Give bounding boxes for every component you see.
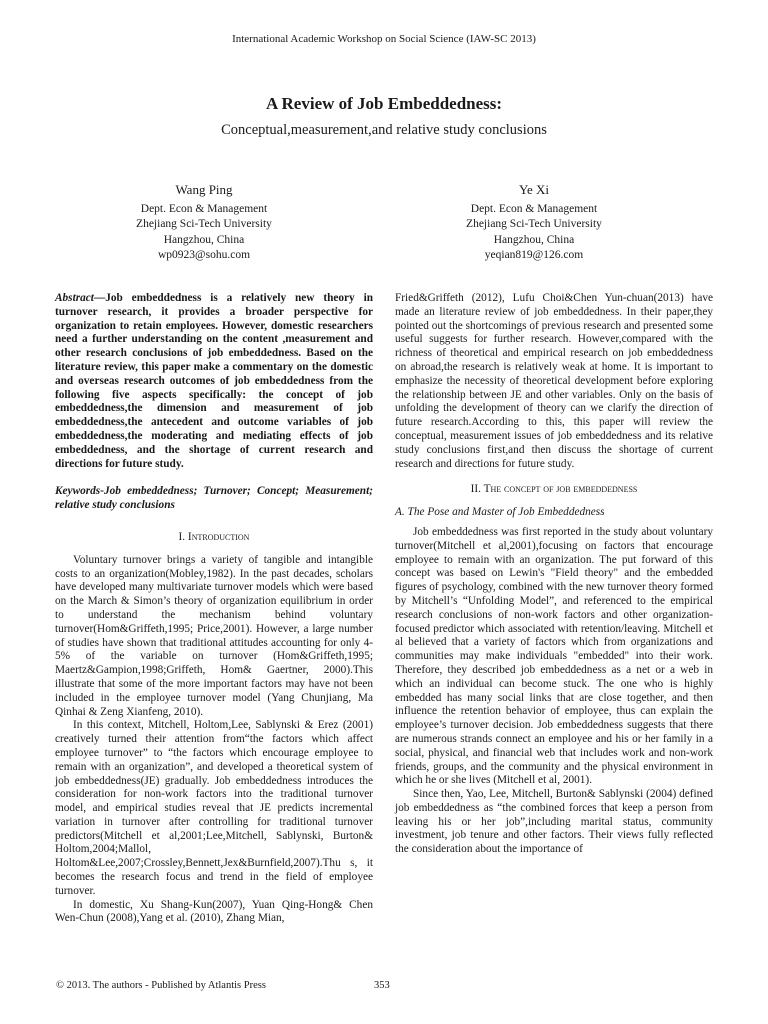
abstract-lead: Abstract xyxy=(55,292,94,304)
author-block-1 xyxy=(54,182,354,264)
page-number: 353 xyxy=(374,980,390,991)
author-university: Zhejiang Sci-Tech University xyxy=(466,218,602,230)
right-column xyxy=(395,292,713,857)
author-city: Hangzhou, China xyxy=(163,233,245,246)
paragraph: Job embeddedness was first reported in the study about voluntary turnover(Mitchell et al,2001),focusing on factors that encourage employee to remain with an organization. The put forward of this concept was based on Lewin's "Field theory" and the embedded figures of psychology, combined with the new turnover theory formed by Mitchell’s “Unfolding Model”, and referenced to the empirical research conclusions of non-work factors and other organization-focused predictor which associated with retention/leaving. Mitchell et al believed that a variety of factors which from organizations and communities may make individuals "embedded" into their work. Therefore, they described job embeddedness as a net or a web in which an individual can become stuck. The one who is highly embedded has many social links that are close together, and then influence the retention behavior of employee, thus can explain the employee’s turnover decision. Job embeddedness suggests that there are numerous strands connect an employee and his or her family in a social, physical, and financial web that includes work and non-work friends, groups, and the community and the physical environment in which he or she lives (Mitchell et al, 2001). xyxy=(395,525,713,787)
author-email: wp0923@sohu.com xyxy=(157,249,251,261)
keywords: Keywords-Job embeddedness; Turnover; Concept; Measurement; relative study conclusions xyxy=(55,485,373,512)
left-column xyxy=(55,292,373,926)
author-dept: Dept. Econ & Management xyxy=(140,202,268,215)
paragraph: Voluntary turnover brings a variety of tangible and intangible costs to an organization(Mobley,1982). In the past decades, scholars have developed many multivariate turnover models which were based on the March & Simon’s theory of organization equilibrium in order to understand the mechanism behind voluntary turnover(Hom&Griffeth,1995; Price,2001). However, a large number of studies have shown that traditional attitudes accounting for only 4-5% of the variable on turnover (Hom&Griffeth,1995; Maertz&Gampion,1998;Griffeth, Hom& Gaertner, 2000).This illustrate that some of the more important factors may have not been included in the employee turnover model (Yang Chunjiang, Ma Qinhai & Zeng Xianfeng, 2010). xyxy=(55,553,373,718)
author-name: Wang Ping xyxy=(175,182,233,197)
paper-title: A Review of Job Embeddedness: xyxy=(265,94,503,113)
paragraph: In this context, Mitchell, Holtom,Lee, Sablynski & Erez (2001) creatively turned their attention from“the factors which affect employee turnover” to “the factors which encourage employee to remain with an organization”, and developed a theoretical system of job embeddedness(JE) gradually. Job embeddedness introduces the consideration for non-work factors into the traditional turnover model, and empirical studies reveal that JE predicts incremental variation in turnover after controlling for traditional turnover predictors(Mitchell et al,2001;Lee,Mitchell, Sablynski, Burton& Holtom,2004;Mallol, Holtom&Lee,2007;Crossley,Bennett,Jex&Burnfield,2007).Thu s, it becomes the research focus and trend in the field of employee turnover. xyxy=(55,719,373,897)
paragraph: In domestic, Xu Shang-Kun(2007), Yuan Qing-Hong& Chen Wen-Chun (2008),Yang et al. (2010), Zhang Mian, xyxy=(55,898,373,925)
author-dept: Dept. Econ & Management xyxy=(470,202,598,215)
section-heading-introduction: I. Introduction xyxy=(178,530,250,543)
section-heading-concept: II. The concept of job embeddedness xyxy=(470,483,638,496)
author-university: Zhejiang Sci-Tech University xyxy=(136,218,272,230)
author-email: yeqian819@126.com xyxy=(484,249,584,261)
paper-subtitle: Conceptual,measurement,and relative study conclusions xyxy=(221,122,547,138)
paragraph: Since then, Yao, Lee, Mitchell, Burton& Sablynski (2004) defined job embeddedness as “the combined forces that keep a person from leaving his or her job”,including marital status, community investment, job tenure and other factors. Their views fully reflected the consideration about the importance of xyxy=(395,788,713,856)
author-block-2 xyxy=(384,182,684,264)
author-city: Hangzhou, China xyxy=(493,233,575,246)
footer-copyright: © 2013. The authors - Published by Atlantis Press xyxy=(56,980,266,991)
running-header: International Academic Workshop on Social Science (IAW-SC 2013) xyxy=(232,33,536,45)
subsection-heading: A. The Pose and Master of Job Embeddedness xyxy=(395,506,605,519)
abstract-text: —Job embeddedness is a relatively new theory in turnover research, it provides a broader perspective for organization to retain employees. However, domestic researchers need a further understanding on the content ,measurement and other research conclusions of job embeddedness. Based on the literature review, this paper make a commentary on the domestic and overseas research outcomes of job embeddedness from the following five aspects specifically: the concept of job embeddedness,the dimension and measurement of job embeddedness,the antecedent and outcome variables of job embeddedness,the moderating and mediating effects of job embeddedness, and the shortage of current research and directions for future study. xyxy=(55,292,373,470)
paragraph: Fried&Griffeth (2012), Lufu Choi&Chen Yun-chuan(2013) have made an literature review of job embeddedness. In their paper,they pointed out the shortcomings of previous research and presented some useful suggests for further research. However,compared with the richness of theoretical and empirical research on job embeddedness on abroad,the research is relatively weak at home. It is important to emphasize the necessity of theoretical development before exploring the relationship between JE and other variables. Only on the basis of unfolding the development of theory can we clarify the direction of future research.According to this, this paper will review the conceptual, measurement issues of job embeddedness and its relative study conclusions first,and then discuss the shortage of current research and directions for future study. xyxy=(395,292,713,470)
abstract xyxy=(55,292,373,471)
author-name: Ye Xi xyxy=(518,182,550,197)
